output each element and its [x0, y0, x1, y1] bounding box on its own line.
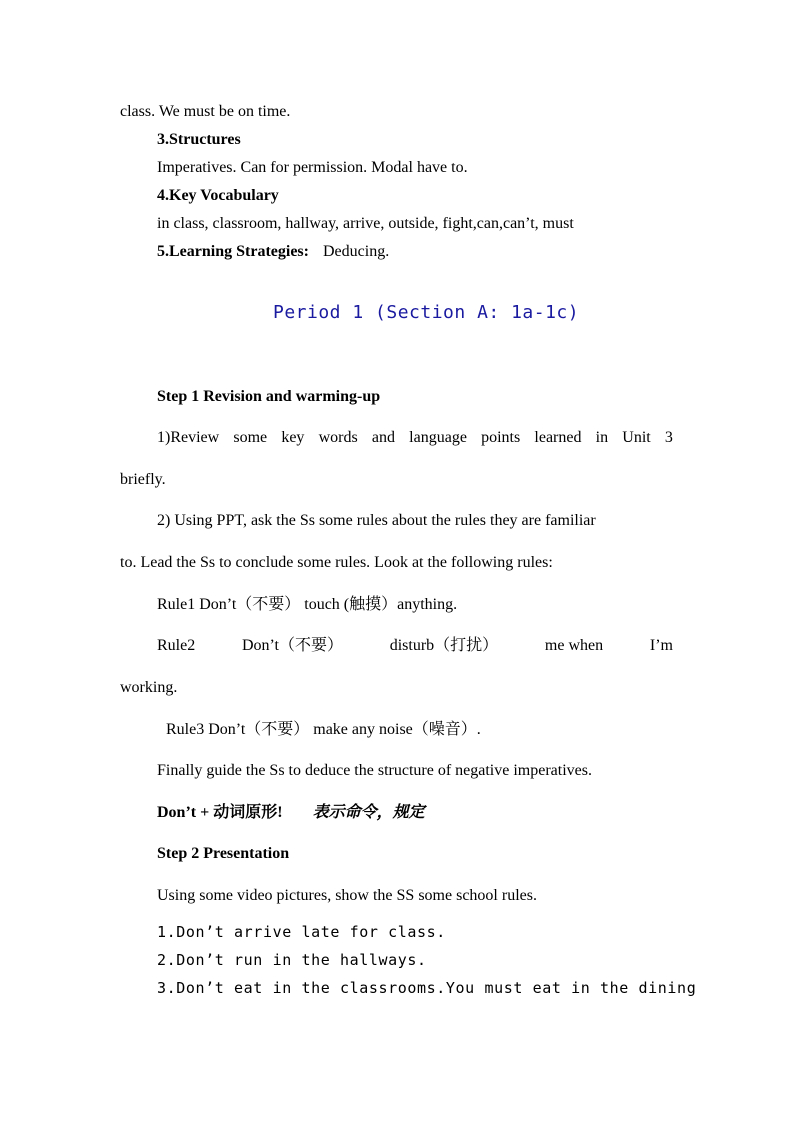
- review-word: some: [233, 429, 268, 446]
- ppt-instruction-line1: 2) Using PPT, ask the Ss some rules about the rules they are familiar: [157, 512, 596, 529]
- school-rule-3: 3.Don’t eat in the classrooms.You must eat in the dining: [157, 979, 697, 997]
- formula-line: [157, 803, 425, 823]
- review-line: [157, 428, 673, 448]
- school-rule-2: 2.Don’t run in the hallways.: [157, 951, 427, 969]
- intro-continuation-text: class. We must be on time.: [120, 103, 291, 120]
- strategies-line: [157, 242, 389, 262]
- rule2-part: I’m: [649, 637, 673, 654]
- review-word: and: [371, 429, 395, 446]
- vocabulary-text: in class, classroom, hallway, arrive, outside, fight,can,can’t, must: [157, 215, 574, 232]
- strategies-heading: 5.Learning Strategies:: [157, 243, 309, 260]
- review-line-end: briefly.: [120, 471, 166, 488]
- formula-structure: Don’t + 动词原形!: [157, 804, 283, 821]
- rule2-part: disturb（打扰）: [389, 637, 499, 654]
- review-word: in: [595, 429, 609, 446]
- school-rule-1: 1.Don’t arrive late for class.: [157, 923, 446, 941]
- ppt-instruction-line2: to. Lead the Ss to conclude some rules. Look at the following rules:: [120, 554, 553, 571]
- review-word: key: [281, 429, 305, 446]
- review-word: language: [409, 429, 467, 446]
- period-title: Period 1 (Section A: 1a-1c): [273, 302, 580, 323]
- rule2: [157, 636, 673, 656]
- review-word: words: [318, 429, 358, 446]
- structures-heading: 3.Structures: [157, 131, 241, 148]
- review-word: 1)Review: [157, 429, 220, 446]
- review-word: 3: [664, 429, 673, 446]
- vocabulary-heading: 4.Key Vocabulary: [157, 187, 279, 204]
- rule2-part: Don’t（不要）: [241, 637, 343, 654]
- step2-intro: Using some video pictures, show the SS some school rules.: [157, 887, 537, 904]
- strategies-text: Deducing.: [322, 243, 390, 260]
- review-word: points: [481, 429, 521, 446]
- review-word: Unit: [622, 429, 651, 446]
- review-word: learned: [534, 429, 582, 446]
- rule1: Rule1 Don’t（不要） touch (触摸）anything.: [157, 596, 458, 613]
- rule2-end: working.: [120, 679, 178, 696]
- structures-text: Imperatives. Can for permission. Modal have to.: [157, 159, 468, 176]
- step2-heading: Step 2 Presentation: [157, 845, 290, 862]
- rule3: Rule3 Don’t（不要） make any noise（噪音）.: [166, 721, 481, 738]
- finally-guide-text: Finally guide the Ss to deduce the structure of negative imperatives.: [157, 762, 592, 779]
- step1-heading: Step 1 Revision and warming-up: [157, 388, 381, 405]
- rule2-part: me when: [544, 637, 604, 654]
- formula-meaning: 表示命令，规定: [312, 804, 425, 821]
- rule2-part: Rule2: [157, 637, 196, 654]
